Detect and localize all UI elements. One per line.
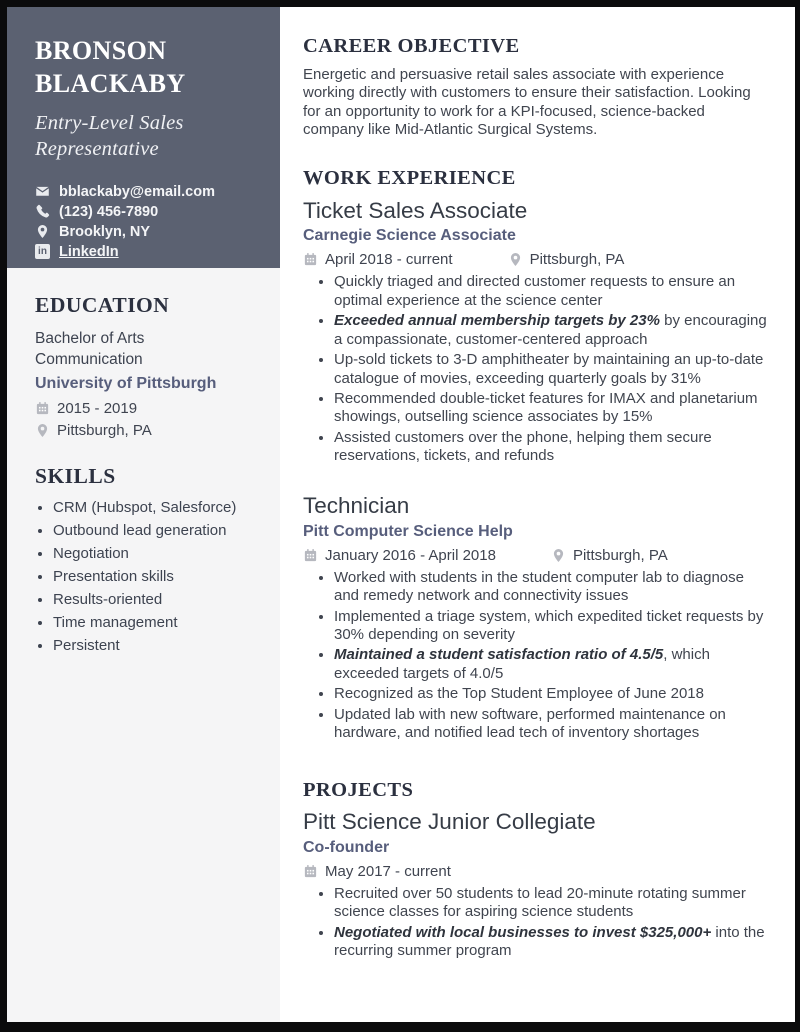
skill-item: • Results-oriented: [53, 591, 264, 608]
education-dates-row: [35, 400, 264, 417]
job-bullet-list: [303, 273, 767, 465]
job-meta-row: [303, 547, 767, 564]
work-experience-section: [303, 167, 767, 743]
contact-location-text: Brooklyn, NY: [59, 223, 151, 240]
project-bullet: • Recruited over 50 students to lead 20-minute rotating summer science classes for aspiring science students: [334, 885, 767, 922]
calendar-icon: [303, 252, 318, 267]
job-title: Ticket Sales Associate: [303, 197, 528, 223]
contact-email-text: bblackaby@email.com: [59, 183, 215, 200]
projects-section: [303, 779, 767, 961]
skill-item: • Negotiation: [53, 545, 264, 562]
education-section: [7, 293, 280, 439]
linkedin-icon: in: [35, 244, 50, 259]
contact-location: [35, 222, 264, 242]
project-bullet-list: [303, 885, 767, 961]
job-bullet-list: [303, 569, 767, 743]
contact-phone-text: (123) 456-7890: [59, 203, 159, 220]
education-location-row: [35, 422, 264, 439]
project-bullet: • Negotiated with local businesses to invest $325,000+ into the recurring summer program: [334, 924, 767, 961]
location-pin-icon: [551, 548, 566, 563]
header-block: [7, 7, 280, 268]
person-title: Entry-Level Sales Representative: [35, 111, 184, 160]
project-entry: [303, 809, 767, 961]
job-bullet: • Exceeded annual membership targets by 23% by encouraging a compassionate, customer-centered approach: [334, 312, 767, 349]
education-major: Communication: [35, 351, 143, 369]
envelope-icon: [35, 184, 50, 199]
skills-list: [35, 499, 264, 654]
project-title: Pitt Science Junior Collegiate: [303, 809, 596, 835]
education-dates: 2015 - 2019: [57, 399, 138, 417]
education-school: University of Pittsburgh: [35, 374, 217, 392]
sidebar: [7, 7, 280, 1022]
job-bullet: • Maintained a student satisfaction ratio of 4.5/5, which exceeded targets of 4.0/5: [334, 646, 767, 683]
calendar-icon: [303, 548, 318, 563]
job-bullet: • Assisted customers over the phone, helping them secure reservations, tickets, and refunds: [334, 429, 767, 466]
skills-heading: SKILLS: [35, 463, 116, 488]
contact-list: [35, 182, 264, 262]
education-degree: Bachelor of Arts: [35, 330, 145, 347]
job-bullet: • Recommended double-ticket features for IMAX and planetarium showings, outselling science associates by 15%: [334, 390, 767, 427]
job-bullet: • Recognized as the Top Student Employee of June 2018: [334, 685, 767, 703]
job-bullet: • Quickly triaged and directed customer requests to ensure an optimal experience at the science center: [334, 273, 767, 310]
calendar-icon: [35, 401, 50, 416]
job-bullet: • Updated lab with new software, performed maintenance on hardware, and notified lead tech of inventory shortages: [334, 706, 767, 743]
job-dates: January 2016 - April 2018: [325, 546, 496, 564]
location-pin-icon: [508, 252, 523, 267]
job-location: Pittsburgh, PA: [529, 251, 625, 269]
job-meta-row: [303, 251, 767, 268]
skill-item: • Persistent: [53, 637, 264, 654]
career-objective-section: [303, 35, 767, 140]
job-company: Carnegie Science Associate: [303, 227, 516, 245]
career-objective-heading: CAREER OBJECTIVE: [303, 35, 520, 57]
skill-item: • CRM (Hubspot, Salesforce): [53, 499, 264, 516]
calendar-icon: [303, 864, 318, 879]
location-pin-icon: [35, 224, 50, 239]
contact-email: [35, 182, 264, 202]
project-dates: May 2017 - current: [325, 863, 451, 880]
job-company: Pitt Computer Science Help: [303, 522, 513, 540]
phone-icon: [35, 204, 50, 219]
job-location: Pittsburgh, PA: [572, 546, 668, 564]
job-dates: April 2018 - current: [325, 251, 453, 269]
location-pin-icon: [35, 423, 50, 438]
main-column: [280, 7, 795, 1022]
job-bullet: • Worked with students in the student computer lab to diagnose and remedy network and connectivity issues: [334, 569, 767, 606]
skill-item: • Time management: [53, 614, 264, 631]
job-entry-ticket-sales: [303, 198, 767, 466]
contact-phone: [35, 202, 264, 222]
linkedin-link[interactable]: LinkedIn: [59, 243, 119, 260]
skill-item: • Outbound lead generation: [53, 522, 264, 539]
job-bullet: • Up-sold tickets to 3-D amphitheater by maintaining an up-to-date catalogue of movies, exceeding quarterly goals by 31%: [334, 351, 767, 388]
job-bullet: • Implemented a triage system, which expedited ticket requests by 30% depending on severity: [334, 608, 767, 645]
project-role: Co-founder: [303, 839, 390, 856]
job-entry-technician: [303, 493, 767, 743]
skill-item: • Presentation skills: [53, 568, 264, 585]
skills-section: [7, 464, 280, 654]
projects-heading: PROJECTS: [303, 778, 414, 801]
project-meta-row: [303, 863, 767, 880]
work-experience-heading: WORK EXPERIENCE: [303, 166, 516, 189]
person-name: BRONSON BLACKABY: [35, 36, 186, 98]
career-objective-text: Energetic and persuasive retail sales associate with experience working directly with customers to ensure their satisfaction. Looking for an opportunity to work for a KPI-focused, science-backed company like Mid-Atlantic Surgical Systems.: [303, 65, 751, 139]
contact-linkedin: [35, 242, 264, 262]
education-heading: EDUCATION: [35, 293, 170, 317]
education-location: Pittsburgh, PA: [57, 421, 152, 439]
job-title: Technician: [303, 492, 410, 518]
